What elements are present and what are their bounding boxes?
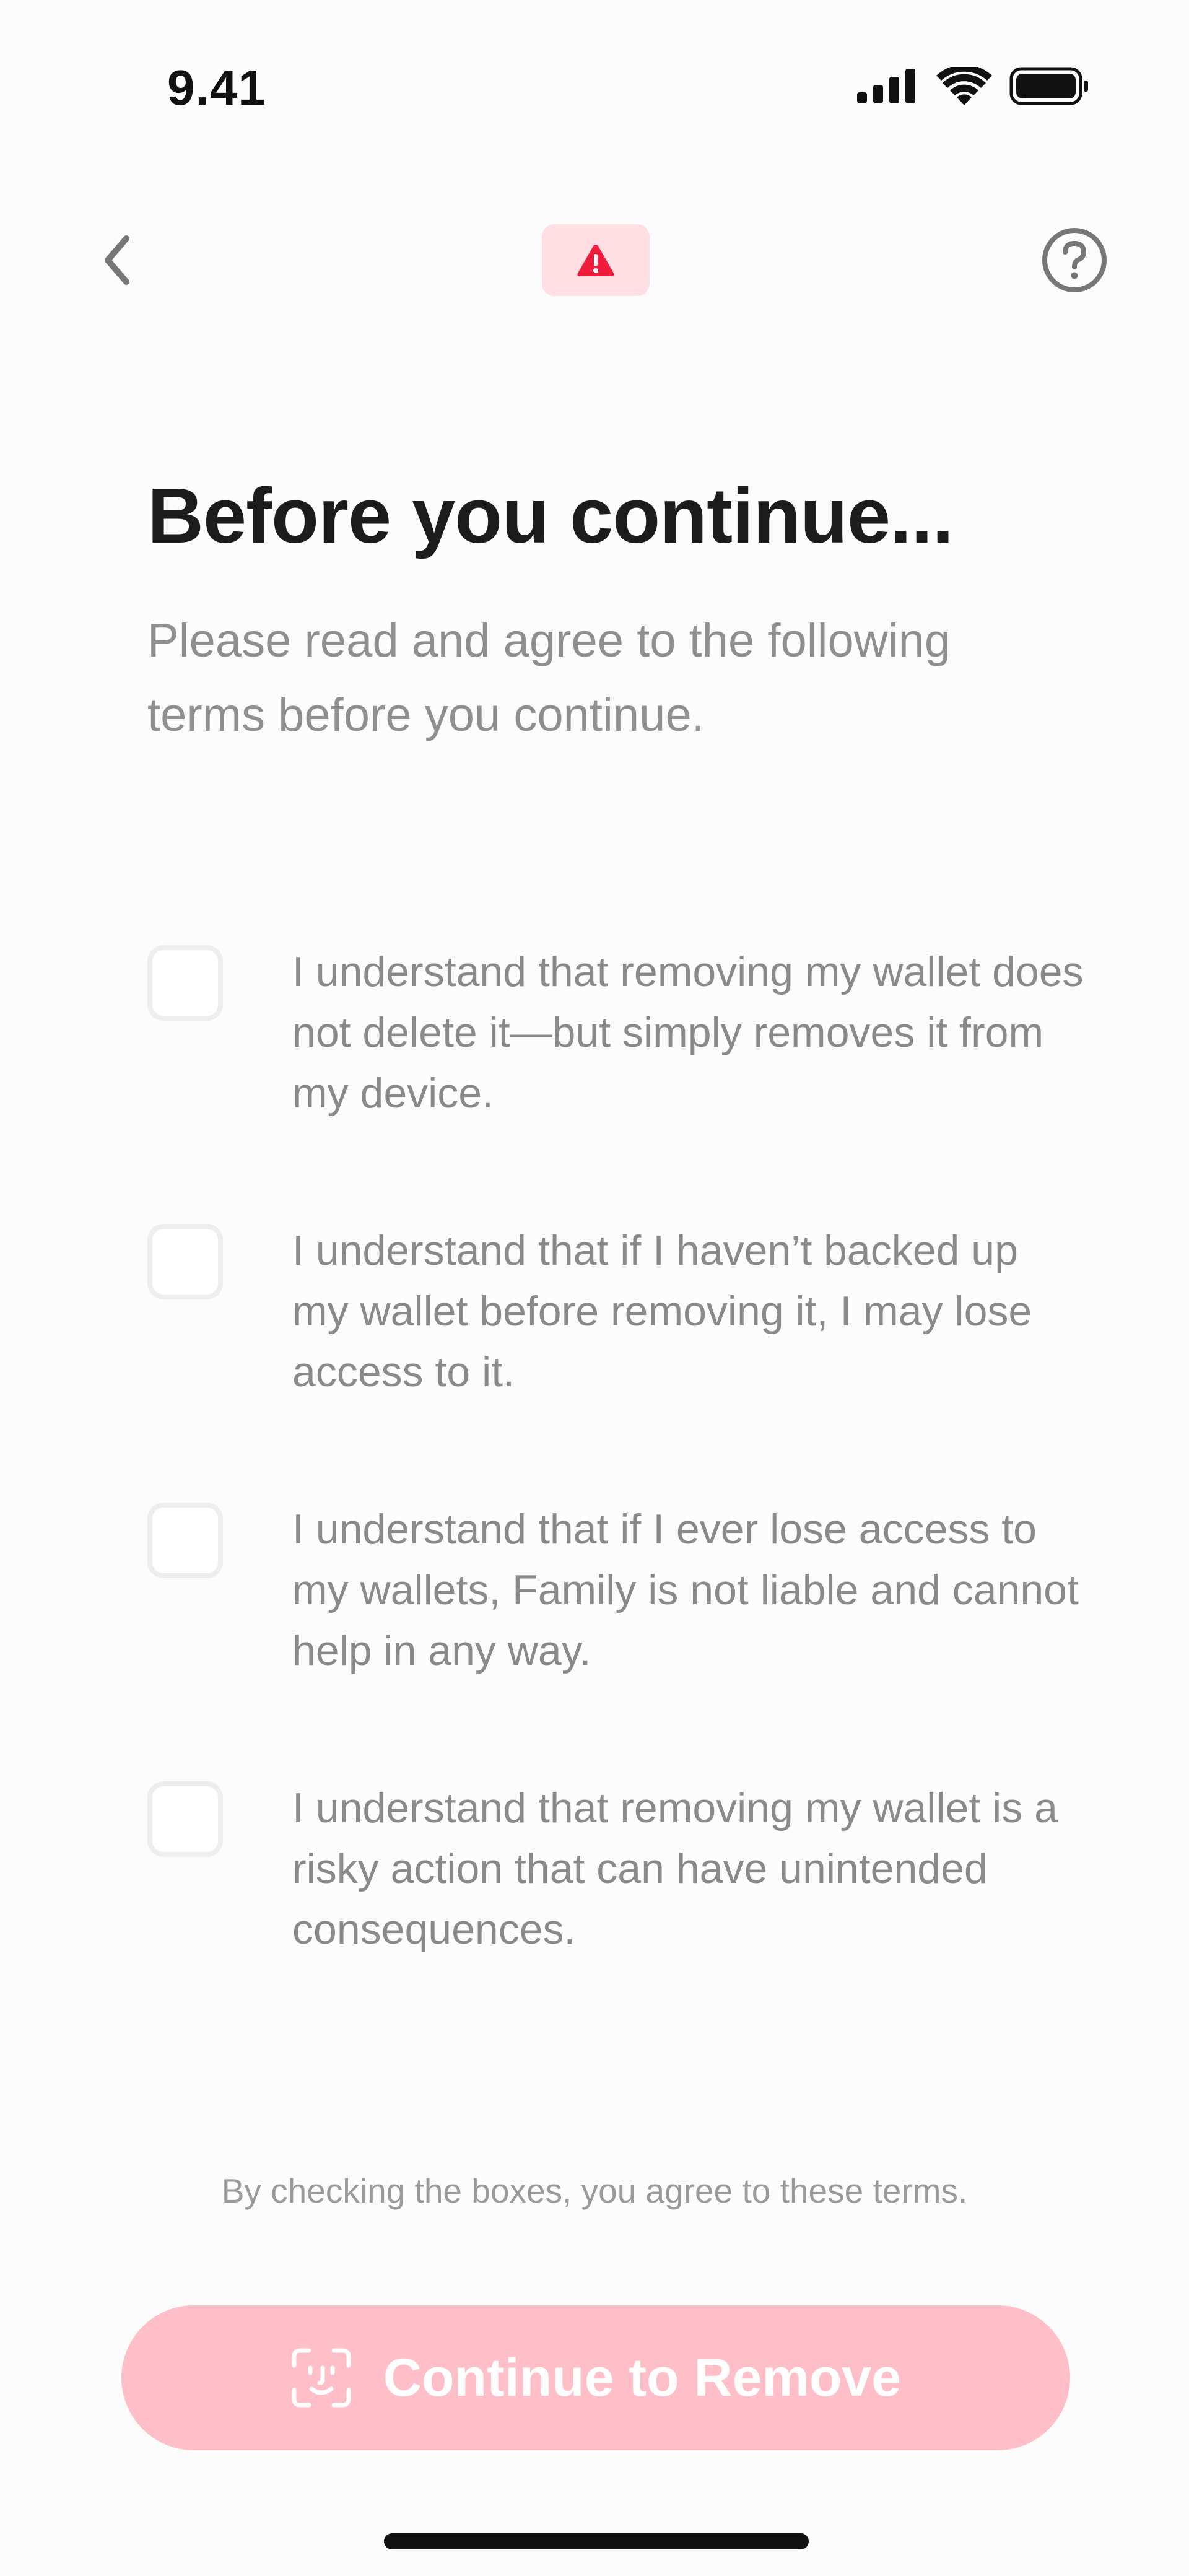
term-checkbox[interactable] (147, 1781, 223, 1857)
term-text: I understand that removing my wallet does not delete it—but simply removes it from my device. (292, 948, 1084, 1117)
wifi-icon (936, 67, 992, 105)
cta-label: Continue to Remove (383, 2347, 902, 2408)
status-time: 9.41 (167, 60, 266, 115)
warning-icon (576, 242, 616, 278)
nav-bar (0, 204, 1189, 310)
page-title: Before you continue... (147, 472, 954, 559)
help-button[interactable] (1040, 226, 1108, 294)
page-subtitle: Please read and agree to the following terms before you continue. (147, 614, 951, 741)
status-bar (0, 0, 1189, 142)
term-text: I understand that removing my wallet is a risky action that can have unintended consequences. (292, 1784, 1058, 1953)
status-icons (857, 67, 1090, 105)
warning-badge (542, 224, 650, 296)
home-indicator (384, 2533, 809, 2549)
battery-icon (1009, 67, 1090, 105)
term-item[interactable] (147, 1778, 1076, 1994)
agree-note: By checking the boxes, you agree to these terms. (221, 2172, 968, 2210)
term-checkbox[interactable] (147, 1224, 223, 1299)
term-item[interactable] (147, 941, 1084, 1158)
chevron-left-icon (99, 232, 136, 288)
face-id-icon (290, 2347, 352, 2409)
back-button[interactable] (87, 229, 149, 291)
term-item[interactable] (147, 1220, 1076, 1437)
cellular-signal-icon (857, 69, 919, 103)
term-text: I understand that if I ever lose access to my wallets, Family is not liable and cannot help in any way. (292, 1506, 1079, 1674)
question-circle-icon (1040, 226, 1108, 294)
term-text: I understand that if I haven’t backed up my wallet before removing it, I may lose access to it. (292, 1227, 1032, 1395)
term-checkbox[interactable] (147, 945, 223, 1021)
term-item[interactable] (147, 1499, 1079, 1716)
continue-to-remove-button[interactable] (121, 2305, 1070, 2450)
term-checkbox[interactable] (147, 1503, 223, 1578)
